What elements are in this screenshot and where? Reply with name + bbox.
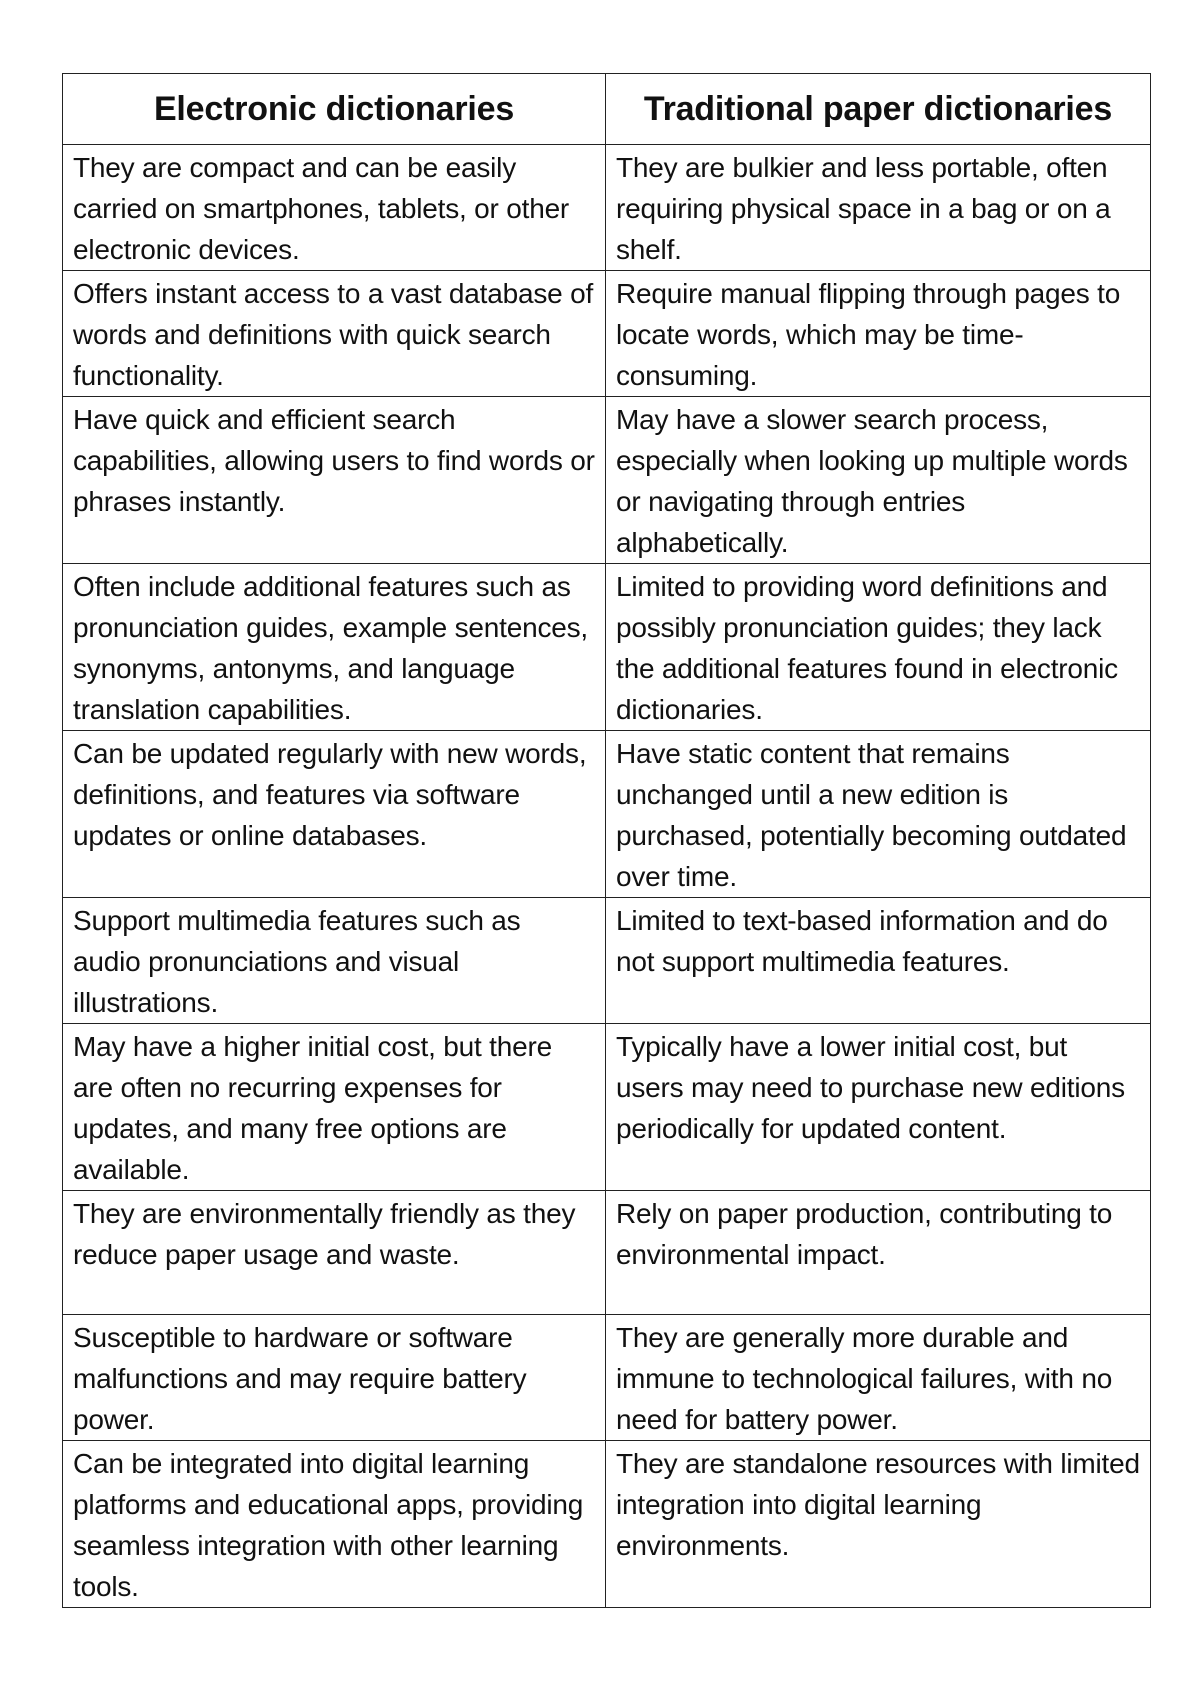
electronic-cell: They are environmentally friendly as they reduce paper usage and waste. (63, 1191, 606, 1315)
table-header-row (63, 74, 1151, 145)
paper-cell: Have static content that remains unchanged until a new edition is purchased, potentially becoming outdated over time. (606, 731, 1151, 898)
electronic-cell: They are compact and can be easily carried on smartphones, tablets, or other electronic devices. (63, 145, 606, 271)
table-row (63, 1315, 1151, 1441)
header-paper: Traditional paper dictionaries (606, 74, 1151, 145)
electronic-cell: May have a higher initial cost, but there are often no recurring expenses for updates, and many free options are available. (63, 1024, 606, 1191)
paper-cell: Rely on paper production, contributing to environmental impact. (606, 1191, 1151, 1315)
paper-cell: May have a slower search process, especially when looking up multiple words or navigating through entries alphabetically. (606, 397, 1151, 564)
table-row (63, 397, 1151, 564)
paper-cell: They are standalone resources with limited integration into digital learning environments. (606, 1441, 1151, 1608)
table-row (63, 1191, 1151, 1315)
table-row (63, 145, 1151, 271)
paper-cell: They are generally more durable and immune to technological failures, with no need for battery power. (606, 1315, 1151, 1441)
electronic-cell: Susceptible to hardware or software malfunctions and may require battery power. (63, 1315, 606, 1441)
electronic-cell: Have quick and efficient search capabilities, allowing users to find words or phrases instantly. (63, 397, 606, 564)
comparison-table (62, 73, 1151, 1608)
electronic-cell: Can be integrated into digital learning platforms and educational apps, providing seamless integration with other learning tools. (63, 1441, 606, 1608)
electronic-cell: Often include additional features such as pronunciation guides, example sentences, synonyms, antonyms, and language translation capabilities. (63, 564, 606, 731)
electronic-cell: Support multimedia features such as audio pronunciations and visual illustrations. (63, 898, 606, 1024)
paper-cell: Typically have a lower initial cost, but users may need to purchase new editions periodically for updated content. (606, 1024, 1151, 1191)
table-row (63, 1024, 1151, 1191)
paper-cell: Limited to text-based information and do not support multimedia features. (606, 898, 1151, 1024)
paper-cell: Limited to providing word definitions and possibly pronunciation guides; they lack the additional features found in electronic dictionaries. (606, 564, 1151, 731)
header-electronic: Electronic dictionaries (63, 74, 606, 145)
table-row (63, 271, 1151, 397)
electronic-cell: Offers instant access to a vast database of words and definitions with quick search functionality. (63, 271, 606, 397)
table-row (63, 731, 1151, 898)
table-row (63, 1441, 1151, 1608)
electronic-cell: Can be updated regularly with new words, definitions, and features via software updates or online databases. (63, 731, 606, 898)
table-row (63, 564, 1151, 731)
paper-cell: They are bulkier and less portable, often requiring physical space in a bag or on a shelf. (606, 145, 1151, 271)
table-row (63, 898, 1151, 1024)
paper-cell: Require manual flipping through pages to locate words, which may be time-consuming. (606, 271, 1151, 397)
